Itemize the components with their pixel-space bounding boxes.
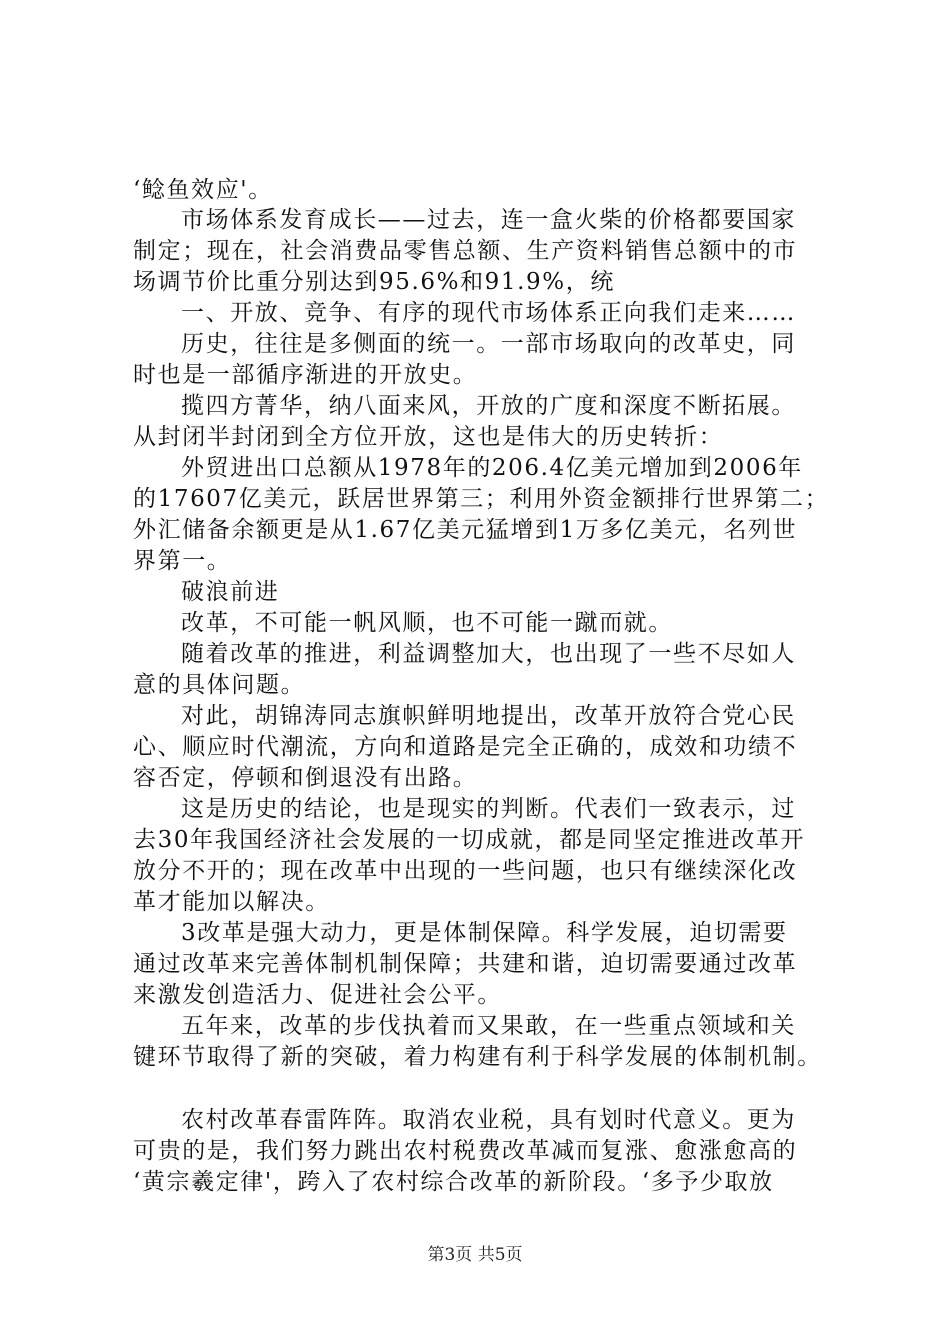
text-line: 揽四方菁华，纳八面来风，开放的广度和深度不断拓展。 bbox=[181, 393, 796, 419]
text-line: 从封闭半封闭到全方位开放，这也是伟大的历史转折： bbox=[133, 424, 724, 450]
text-line: 3改革是强大动力，更是体制保障。科学发展，迫切需要 bbox=[181, 920, 788, 946]
text-line: 时也是一部循序渐进的开放史。 bbox=[133, 362, 478, 388]
text-line: 革才能加以解决。 bbox=[133, 889, 330, 915]
text-line: 场调节价比重分别达到95.6%和91.9%，统 bbox=[133, 269, 615, 295]
text-line: 来激发创造活力、促进社会公平。 bbox=[133, 982, 502, 1008]
text-line: 外汇储备余额更是从1.67亿美元猛增到1万多亿美元，名列世 bbox=[133, 517, 798, 543]
text-line: 制定；现在，社会消费品零售总额、生产资料销售总额中的市 bbox=[133, 238, 798, 264]
text-line: 放分不开的；现在改革中出现的一些问题，也只有继续深化改 bbox=[133, 858, 798, 884]
text-line: 意的具体问题。 bbox=[133, 672, 306, 698]
text-line: 随着改革的推进，利益调整加大，也出现了一些不尽如人 bbox=[181, 641, 796, 667]
text-line: 心、顺应时代潮流，方向和道路是完全正确的，成效和功绩不 bbox=[133, 734, 798, 760]
text-line: 市场体系发育成长——过去，连一盒火柴的价格都要国家 bbox=[181, 207, 796, 233]
text-line: 去30年我国经济社会发展的一切成就，都是同坚定推进改革开 bbox=[133, 827, 806, 853]
text-line: 这是历史的结论，也是现实的判断。代表们一致表示，过 bbox=[181, 796, 796, 822]
text-line: 历史，往往是多侧面的统一。一部市场取向的改革史，同 bbox=[181, 331, 796, 357]
page-number-label: 第3页 共5页 bbox=[427, 1245, 523, 1265]
text-line: 农村改革春雷阵阵。取消农业税，具有划时代意义。更为 bbox=[181, 1107, 796, 1133]
text-line: 可贵的是，我们努力跳出农村税费改革减而复涨、愈涨愈高的 bbox=[133, 1138, 798, 1164]
text-line: 的17607亿美元，跃居世界第三；利用外资金额排行世界第二； bbox=[133, 486, 830, 512]
page-footer bbox=[0, 1244, 950, 1266]
text-line: 容否定，停顿和倒退没有出路。 bbox=[133, 765, 478, 791]
text-line: 键环节取得了新的突破，着力构建有利于科学发展的体制机制。 bbox=[133, 1044, 822, 1070]
text-line: 对此，胡锦涛同志旗帜鲜明地提出，改革开放符合党心民 bbox=[181, 703, 796, 729]
text-line: 改革，不可能一帆风顺，也不可能一蹴而就。 bbox=[181, 610, 673, 636]
section-heading: 破浪前进 bbox=[181, 579, 280, 605]
text-line: 外贸进出口总额从1978年的206.4亿美元增加到2006年 bbox=[181, 455, 803, 481]
text-line: 界第一。 bbox=[133, 548, 232, 574]
text-line: ‘鲶鱼效应'。 bbox=[133, 177, 273, 203]
text-line: 五年来，改革的步伐执着而又果敢，在一些重点领域和关 bbox=[181, 1013, 796, 1039]
text-line: 一、开放、竞争、有序的现代市场体系正向我们走来…… bbox=[181, 300, 796, 326]
text-line: 通过改革来完善体制机制保障；共建和谐，迫切需要通过改革 bbox=[133, 951, 798, 977]
text-line: ‘黄宗羲定律'，跨入了农村综合改革的新阶段。‘多予少取放 bbox=[133, 1169, 774, 1195]
